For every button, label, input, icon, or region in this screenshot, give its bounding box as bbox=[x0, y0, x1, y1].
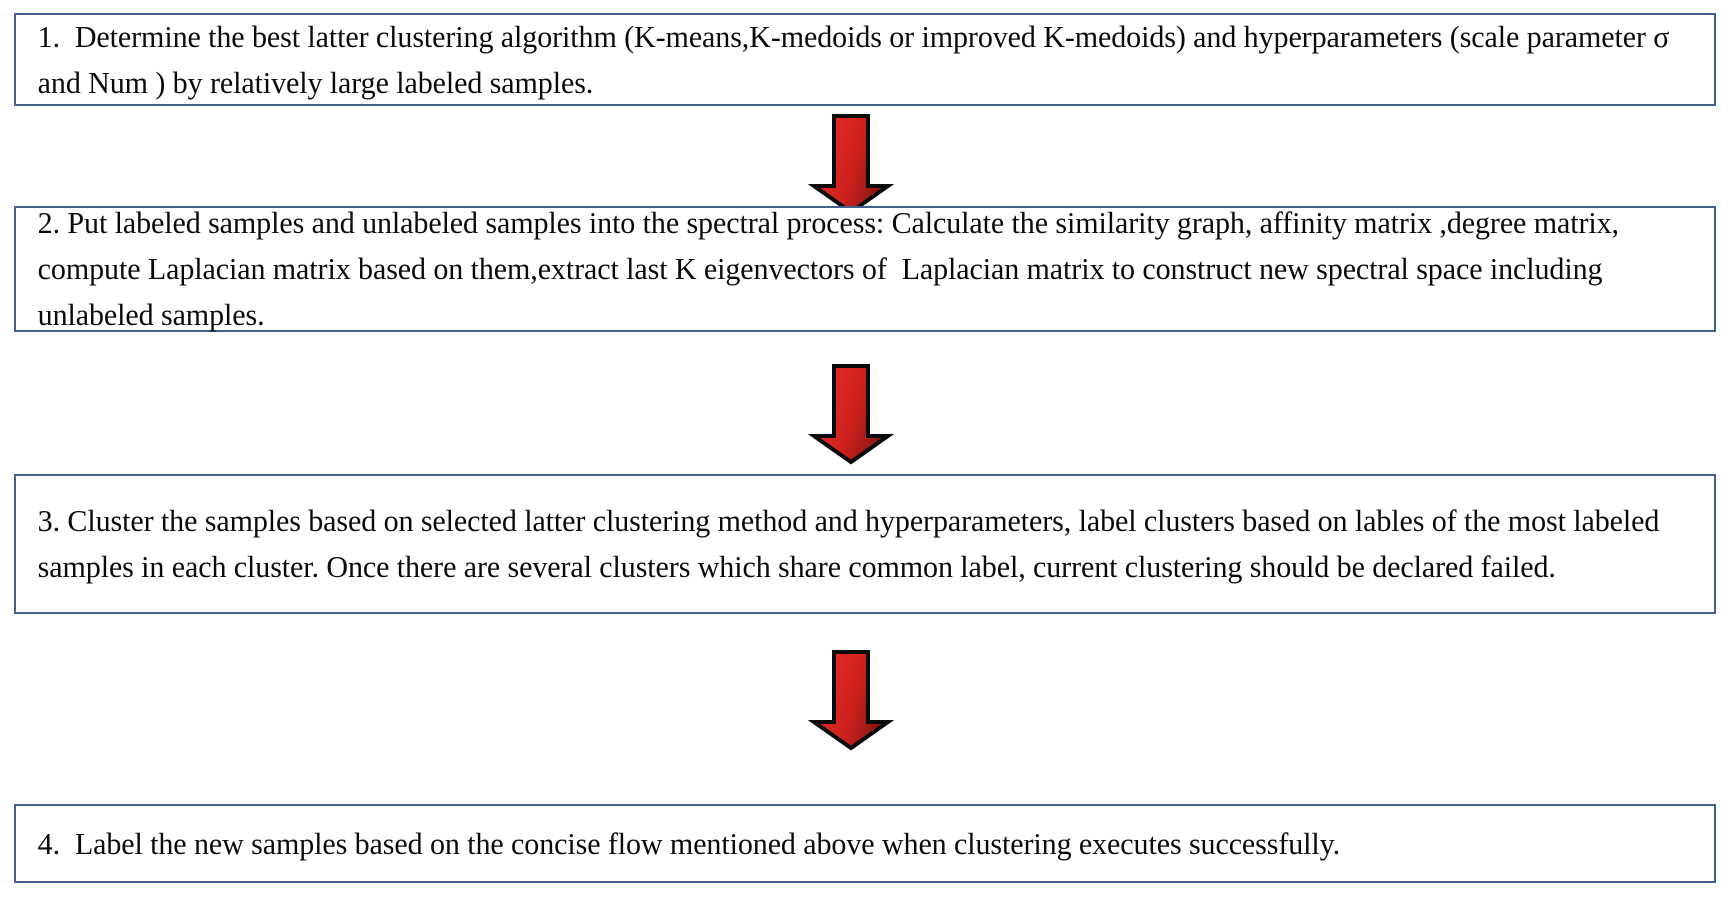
flowchart-step-box-2 bbox=[14, 206, 1716, 332]
down-arrow-icon-3 bbox=[808, 648, 894, 752]
flowchart-step-box-1 bbox=[14, 13, 1716, 106]
flowchart-step-box-3 bbox=[14, 474, 1716, 614]
step-2-text: 2. Put labeled samples and unlabeled samples into the spectral process: Calculate the similarity graph, affinity matrix ,degree matrix, compute Laplacian matrix based on them,extract last K eigenvectors of Laplacian matrix to construct new spectral space including unlabeled samples. bbox=[37, 206, 1627, 332]
flowchart-step-box-4 bbox=[14, 804, 1716, 883]
step-3-text: 3. Cluster the samples based on selected latter clustering method and hyperparameters, label clusters based on lables of the most labeled samples in each cluster. Once there are several clusters which share common label, current clustering should be declared failed. bbox=[37, 504, 1667, 584]
down-arrow-icon-2 bbox=[808, 362, 894, 466]
step-1-text: 1. Determine the best latter clustering algorithm (K-means,K-medoids or improved K-medoids) and hyperparameters (scale parameter σ and Num ) by relatively large labeled samples. bbox=[37, 19, 1677, 100]
step-4-text: 4. Label the new samples based on the concise flow mentioned above when clustering executes successfully. bbox=[37, 826, 1341, 861]
